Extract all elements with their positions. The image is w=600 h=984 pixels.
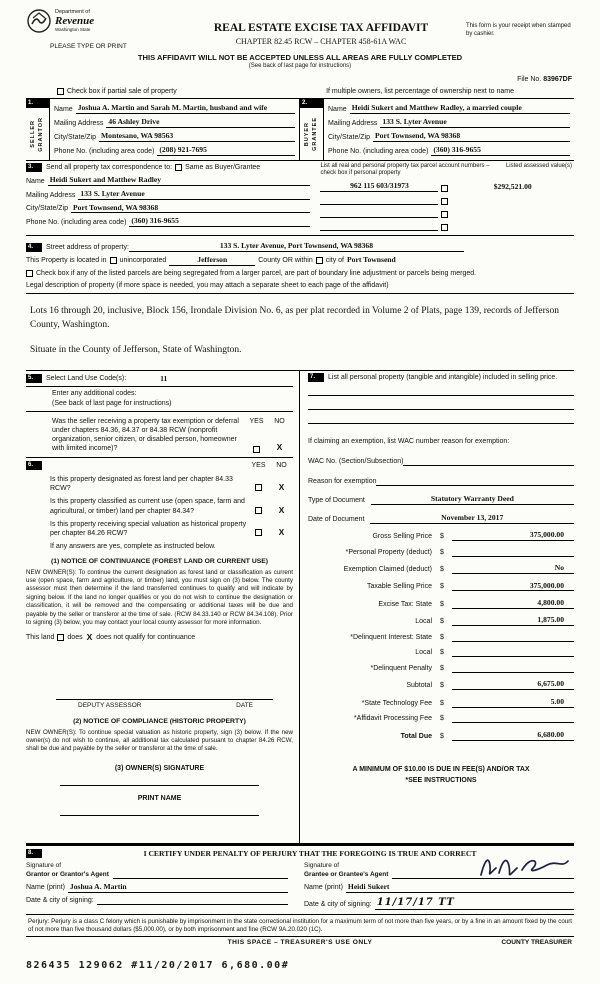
section3-parcels	[316, 161, 574, 235]
header-center	[176, 8, 466, 47]
deputy-assessor-label: DEPUTY ASSESSOR	[78, 702, 142, 710]
fee-label: Local	[415, 649, 432, 657]
section5-number: 5.	[26, 374, 42, 383]
fee-row	[308, 563, 574, 574]
fee-value-field[interactable]	[452, 633, 574, 642]
grantee-agent-label: Grantee or Grantee's Agent	[304, 870, 389, 878]
notice-compliance-text: NEW OWNER(S): To continue special valuation as historic property, sign (3) below. If the new owner(s) do not wish to continue, all additional tax calculated pursuant to chapter 84.26 RCW, shall be due and payable by the seller or transferor at the time of sale.	[26, 728, 293, 753]
logo-dept-text: Department of	[55, 9, 90, 15]
assessed-value-header: Listed assessed value(s)	[505, 162, 572, 169]
personal-property-checkbox-4[interactable]	[441, 224, 448, 231]
personal-property-checkbox-2[interactable]	[441, 198, 448, 205]
buyer-side-strip	[300, 99, 324, 159]
does-not-qualify-mark[interactable]: X	[86, 632, 93, 643]
grantee-signature-block	[300, 862, 574, 909]
exemption-question-row	[26, 412, 293, 457]
street-address-field[interactable]: 133 S. Lyter Avenue, Port Townsend, WA 98368	[129, 241, 464, 252]
print-name-line[interactable]	[60, 803, 259, 816]
current-use-question-row	[26, 497, 293, 515]
fee-value-field[interactable]: 6,675.00	[452, 679, 574, 690]
buyer-phone-label: Phone No. (including area code)	[328, 147, 429, 155]
fee-value-field[interactable]: 6,680.00	[452, 730, 574, 741]
grantor-date-city-label: Date & city of signing:	[26, 896, 94, 904]
fee-row	[308, 530, 574, 541]
county-or-label: County OR within	[258, 256, 313, 264]
does-not-label: does not qualify for continuance	[96, 634, 196, 642]
fee-value-field[interactable]: 1,875.00	[452, 615, 574, 626]
legal-description-text[interactable]: Lots 16 through 20, inclusive, Block 156, Irondale Division No. 6, as per plat recorded in Volume 2 of Plats, page 139, records of Jefferson County, Washington.	[30, 305, 559, 331]
partial-sale-label: Check box if partial sale of property	[67, 88, 177, 96]
fee-value-field[interactable]	[452, 664, 574, 673]
seller-side-strip	[26, 99, 50, 159]
personal-property-line-3[interactable]	[308, 410, 574, 424]
seller-phone-label: Phone No. (including area code)	[54, 147, 155, 155]
doc-date-row	[308, 513, 574, 524]
section3	[26, 161, 574, 236]
historic-yes-checkbox[interactable]	[255, 529, 262, 536]
fee-label: *State Technology Fee	[361, 699, 432, 707]
corr-mailing-label: Mailing Address	[26, 191, 76, 199]
city-field[interactable]: Port Townsend	[347, 255, 396, 265]
signature-of-label: Signature of	[26, 862, 62, 870]
seller-city-label: City/State/Zip	[54, 133, 97, 141]
reason-exemption-field[interactable]	[376, 477, 574, 486]
buyer-mailing-label: Mailing Address	[328, 119, 378, 127]
fee-row	[308, 633, 574, 642]
corr-mailing-field[interactable]: 133 S. Lyter Avenue	[78, 189, 310, 200]
doc-type-row	[308, 494, 574, 505]
section4-number: 4.	[26, 243, 42, 252]
forest-land-question-row	[26, 475, 293, 493]
forest-no-mark[interactable]: X	[278, 482, 285, 493]
forest-yes-checkbox[interactable]	[255, 484, 262, 491]
fee-row	[308, 679, 574, 690]
dollar-sign: $	[440, 583, 444, 591]
notice-compliance-title: (2) NOTICE OF COMPLIANCE (HISTORIC PROPERTY)	[73, 717, 246, 725]
fee-row	[308, 714, 574, 723]
fee-value-field[interactable]	[452, 714, 574, 723]
buyer-section	[300, 99, 574, 159]
assessed-value-field[interactable]: $292,521.00	[493, 182, 532, 192]
does-qualify-checkbox[interactable]	[57, 634, 64, 641]
form-subtitle: CHAPTER 82.45 RCW – CHAPTER 458-61A WAC	[235, 36, 407, 46]
land-use-code-field[interactable]: 11	[160, 373, 168, 383]
personal-property-line-2[interactable]	[308, 396, 574, 410]
exemption-question: Was the seller receiving a property tax exemption or deferral under chapters 84.36, 84.37 or 84.38 RCW (nonprofit organization, senior citizen, or disabled person, homeowner with limited income)?	[52, 417, 239, 452]
grantee-signature-scrawl	[476, 853, 572, 881]
yes-header: YES	[249, 417, 264, 425]
qualify-line	[26, 632, 293, 643]
logo-revenue-text: Revenue	[55, 15, 95, 28]
fee-label: *Delinquent Penalty	[370, 664, 432, 672]
form-title: REAL ESTATE EXCISE TAX AFFIDAVIT	[213, 22, 429, 34]
additional-codes-label[interactable]: Enter any additional codes:	[52, 390, 137, 398]
segregated-label: Check box if any of the listed parcels are being segregated from a larger parcel, are part of boundary line adjustment or parcels being merged.	[36, 269, 477, 277]
dollar-sign: $	[440, 600, 444, 608]
treasurer-strip	[26, 936, 574, 950]
certify-statement: I CERTIFY UNDER PENALTY OF PERJURY THAT THE FOREGOING IS TRUE AND CORRECT	[143, 848, 477, 858]
wac-number-field[interactable]	[403, 457, 574, 466]
grantor-name-field[interactable]: Joshua A. Martin	[68, 882, 288, 893]
fee-label: *Personal Property (deduct)	[345, 548, 432, 556]
exemption-yes-checkbox[interactable]	[253, 446, 260, 453]
fee-row	[308, 648, 574, 657]
section7-number: 7.	[308, 373, 324, 382]
seller-label: SELLER	[29, 120, 36, 148]
doc-date-field[interactable]: November 13, 2017	[370, 513, 574, 524]
fee-label: Excise Tax: State	[378, 600, 432, 608]
section6-yesno-headers	[247, 461, 293, 470]
please-type-label: PLEASE TYPE OR PRINT	[50, 43, 127, 50]
section6-number: 6.	[26, 461, 42, 470]
file-no-value[interactable]: 83967DF	[543, 76, 572, 84]
grantee-date-city-label: Date & city of signing:	[304, 901, 372, 909]
section1-number: 1.	[26, 99, 49, 108]
corr-city-field[interactable]: Port Townsend, WA 98368	[71, 203, 310, 214]
parcel-number-field[interactable]: 962 115 603/31973	[320, 181, 438, 192]
grantor-date-field[interactable]	[97, 896, 288, 905]
located-in-label: This Property is located in	[26, 256, 107, 264]
fee-value-field[interactable]: No	[452, 563, 574, 574]
reason-exemption-label: Reason for exemption	[308, 477, 377, 485]
personal-property-checkbox-1[interactable]	[441, 185, 448, 192]
grantor-name-print-label: Name (print)	[26, 884, 65, 892]
county-treasurer-label: COUNTY TREASURER	[501, 938, 572, 946]
fee-label: Local	[415, 618, 432, 626]
grantee-name-print-label: Name (print)	[304, 884, 343, 892]
additional-codes-note: (See back of last page for instructions)	[52, 399, 172, 407]
fee-value-field[interactable]	[452, 548, 574, 557]
parcel-number-field-2[interactable]	[320, 196, 438, 205]
current-use-question: Is this property classified as current use (open space, farm and agricultural, or timber) land per chapter 84.34?	[50, 498, 245, 515]
personal-property-list-label: List all personal property (tangible and intangible) included in selling price.	[328, 373, 558, 381]
section3-correspondence	[26, 161, 316, 235]
seller-section	[26, 99, 300, 159]
fee-row	[308, 598, 574, 609]
this-land-label: This land	[26, 634, 55, 642]
personal-property-line-1[interactable]	[308, 382, 574, 396]
corr-city-label: City/State/Zip	[26, 205, 69, 213]
county-field[interactable]: Jefferson	[169, 255, 255, 266]
historic-question: Is this property receiving special valuation as historical property per chapter 84.26 RCW?	[50, 520, 247, 537]
dollar-sign: $	[440, 566, 444, 574]
corr-phone-label: Phone No. (including area code)	[26, 219, 127, 227]
file-number	[26, 75, 572, 84]
current-use-no-mark[interactable]: X	[278, 504, 285, 515]
dollar-sign: $	[440, 548, 444, 556]
see-instructions-note: *SEE INSTRUCTIONS	[405, 776, 477, 784]
fee-value-field[interactable]: 5.00	[452, 697, 574, 708]
wac-row	[308, 457, 574, 466]
dor-seal-icon	[26, 8, 52, 34]
no-header: NO	[274, 417, 285, 425]
forest-land-question: Is this property designated as forest land per chapter 84.33 RCW?	[50, 476, 233, 493]
street-address-label: Street address of property:	[46, 243, 129, 251]
seller-name-label: Name	[54, 106, 73, 114]
main-columns	[26, 370, 574, 844]
partial-sale-checkbox[interactable]	[57, 88, 64, 95]
parties-block	[26, 99, 574, 160]
notice-continuance-title: (1) NOTICE OF CONTINUANCE (FOREST LAND OR CURRENT USE)	[50, 557, 269, 565]
dollar-sign: $	[440, 633, 444, 641]
fee-row	[308, 697, 574, 708]
print-name-label: PRINT NAME	[137, 794, 182, 802]
receipt-note: This form is your receipt when stamped by cashier.	[466, 23, 571, 37]
corr-name-label: Name	[26, 177, 45, 185]
doc-date-label: Date of Document	[308, 515, 365, 523]
land-use-label: Select Land Use Code(s):	[46, 374, 127, 382]
fee-row	[308, 615, 574, 626]
multiple-owners-note: If multiple owners, list percentage of ownership next to name	[326, 88, 514, 96]
buyer-city-label: City/State/Zip	[328, 133, 371, 141]
fee-row	[308, 548, 574, 557]
warning-line: THIS AFFIDAVIT WILL NOT BE ACCEPTED UNLESS ALL AREAS ARE FULLY COMPLETED	[137, 53, 463, 63]
grantor-signature-line[interactable]	[113, 863, 288, 879]
section4	[26, 236, 574, 294]
logo-state-text: Washington State	[55, 27, 91, 33]
dollar-sign: $	[440, 649, 444, 657]
section5-header	[26, 371, 293, 388]
wac-number-label: WAC No. (Section/Subsection)	[308, 457, 404, 465]
grantor-signature-block	[26, 862, 300, 909]
grantee-label: GRANTEE	[312, 117, 318, 152]
fee-label: *Delinquent Interest: State	[350, 633, 432, 641]
grantor-agent-label: Grantor or Grantor's Agent	[26, 870, 109, 878]
legal-description	[26, 294, 574, 370]
deputy-assessor-labels	[26, 700, 293, 710]
dollar-sign: $	[440, 715, 444, 723]
fee-value-field[interactable]: 375,000.00	[452, 581, 574, 592]
dollar-sign: $	[440, 699, 444, 707]
dor-logo	[26, 8, 176, 34]
fee-label: *Affidavit Processing Fee	[353, 715, 432, 723]
dollar-sign: $	[440, 533, 444, 541]
owners-signature-label: (3) OWNER(S) SIGNATURE	[114, 764, 205, 772]
grantee-date-handwritten[interactable]: 11/17/17 TT	[376, 896, 455, 908]
fee-label: Gross Selling Price	[372, 533, 432, 541]
notice-continuance-text: NEW OWNER(S): To continue the current designation as forest land or classification as current use (open space, farm and agriculture, or timber) land, you must sign on (3) below. The county assessor must then determine if the land transferred continues to qualify and will indicate by signing below. If the land no longer qualifies or you do not wish to continue the designation or classification, it will be removed and the compensating or additional taxes will be due and payable by the seller or transferor at the time of sale. (RCW 84.33.140 or RCW 84.34.108). Prior to signing (3) below, you may contact your local county assessor for more information.	[26, 568, 293, 626]
left-column	[26, 371, 300, 843]
right-column	[300, 371, 574, 843]
minimum-fee-note: A MINIMUM OF $10.00 IS DUE IN FEE(S) AND/OR TAX	[352, 765, 530, 773]
fee-label: Taxable Selling Price	[367, 583, 432, 591]
grantor-label: GRANTOR	[38, 116, 44, 152]
fee-label: Total Due	[400, 732, 432, 740]
fee-row	[308, 664, 574, 673]
dollar-sign: $	[440, 618, 444, 626]
owners-signature-line[interactable]	[60, 773, 259, 786]
yes-header: YES	[251, 462, 266, 470]
additional-codes-box	[26, 387, 293, 411]
instructions-line: (See back of last page for instructions)	[248, 63, 352, 70]
exemption-no-mark[interactable]: X	[276, 441, 283, 452]
city-of-label: city of	[325, 256, 345, 264]
seller-name-field[interactable]: Joshua A. Martin and Sarah M. Martin, husband and wife	[76, 103, 295, 114]
seller-city-field[interactable]: Montesano, WA 98563	[99, 131, 295, 142]
buyer-name-label: Name	[328, 106, 347, 114]
buyer-mailing-field[interactable]: 133 S. Lyter Avenue	[380, 117, 570, 128]
buyer-label: BUYER	[303, 121, 310, 147]
corr-phone-field[interactable]: (360) 316-9655	[129, 216, 310, 227]
dollar-sign: $	[440, 664, 444, 672]
parcel-number-field-4[interactable]	[320, 222, 438, 231]
perjury-clause: Perjury: Perjury is a class C felony which is punishable by imprisonment in the state correctional institution for a maximum term of not more than five years, or by a fine in an amount fixed by the court of not more than five thousand dollars ($5,000.00), or by both imprisonment and fine (RCW 9A.20.020 (1C).	[26, 914, 574, 936]
segregated-checkbox[interactable]	[26, 270, 33, 277]
buyer-phone-field[interactable]: (360) 316-9655	[431, 145, 570, 156]
corr-name-field[interactable]: Heidi Sukert and Matthew Radley	[48, 175, 311, 186]
exemption-no-column	[268, 417, 291, 453]
treasurer-space-label: THIS SPACE – TREASURER'S USE ONLY	[227, 938, 373, 946]
header-left	[26, 8, 176, 51]
fee-row	[308, 581, 574, 592]
header	[26, 8, 574, 51]
parcel-number-field-3[interactable]	[320, 209, 438, 218]
send-correspondence-label: Send all property tax correspondence to:	[46, 163, 173, 171]
same-as-buyer-label: Same as Buyer/Grantee	[185, 163, 261, 171]
grantee-signature-line[interactable]	[392, 863, 574, 879]
section7-header	[308, 373, 574, 382]
section8	[26, 844, 574, 910]
exemption-wac-note: If claiming an exemption, list WAC number reason for exemption:	[308, 437, 510, 445]
personal-property-checkbox-3[interactable]	[441, 211, 448, 218]
unincorporated-checkbox[interactable]	[110, 257, 117, 264]
fee-value-field[interactable]	[452, 648, 574, 657]
dor-logo-text	[55, 9, 94, 33]
section3-number: 3.	[26, 163, 42, 172]
date-label: DATE	[236, 702, 253, 710]
fee-label: Exemption Claimed (deduct)	[343, 566, 432, 574]
buyer-fields	[324, 99, 574, 159]
city-checkbox[interactable]	[316, 257, 323, 264]
dollar-sign: $	[440, 732, 444, 740]
section6-header	[26, 457, 293, 471]
seller-vertical-labels	[26, 108, 49, 159]
section2-number: 2.	[300, 99, 323, 108]
exemption-yes-column	[245, 417, 268, 453]
seller-mailing-field[interactable]: 46 Ashley Drive	[106, 117, 295, 128]
fee-row	[308, 730, 574, 741]
if-yes-note: If any answers are yes, complete as instructed below.	[50, 542, 216, 550]
section8-number: 8.	[26, 849, 42, 858]
legal-description-label: Legal description of property (if more space is needed, you may attach a separate sheet to each page of the affidavit)	[26, 281, 389, 289]
dollar-sign: $	[440, 682, 444, 690]
doc-type-field[interactable]: Statutory Warranty Deed	[371, 494, 574, 505]
historic-no-mark[interactable]: X	[278, 526, 285, 537]
no-header: NO	[276, 462, 287, 470]
buyer-city-field[interactable]: Port Townsend, WA 98368	[373, 131, 570, 142]
doc-type-label: Type of Document	[308, 496, 365, 504]
does-label: does	[67, 634, 83, 642]
seller-fields	[50, 99, 299, 159]
parcel-numbers-header: List all real and personal property tax parcel account numbers – check box if personal property	[320, 162, 490, 176]
cashier-stamp: 826435 129062 #11/20/2017 6,680.00#	[26, 960, 290, 972]
situate-text[interactable]: Situate in the County of Jefferson, State of Washington.	[30, 345, 242, 356]
same-as-buyer-checkbox[interactable]	[175, 164, 182, 171]
file-no-label: File No.	[517, 76, 542, 84]
reason-row	[308, 477, 574, 486]
unincorporated-label: unincorporated	[119, 256, 167, 264]
seller-mailing-label: Mailing Address	[54, 119, 104, 127]
buyer-vertical-labels	[300, 108, 323, 159]
fee-value-field[interactable]: 4,800.00	[452, 598, 574, 609]
partial-sale-row	[26, 86, 574, 99]
buyer-name-field[interactable]: Heidi Sukert and Matthew Radley, a married couple	[350, 103, 570, 114]
signature-of-label: Signature of	[304, 862, 340, 870]
historic-question-row	[26, 520, 293, 538]
fee-value-field[interactable]: 375,000.00	[452, 530, 574, 541]
current-use-yes-checkbox[interactable]	[255, 507, 262, 514]
fee-label: Subtotal	[406, 682, 432, 690]
grantee-name-field[interactable]: Heidi Sukert	[346, 882, 574, 893]
seller-phone-field[interactable]: (208) 921-7695	[157, 145, 295, 156]
